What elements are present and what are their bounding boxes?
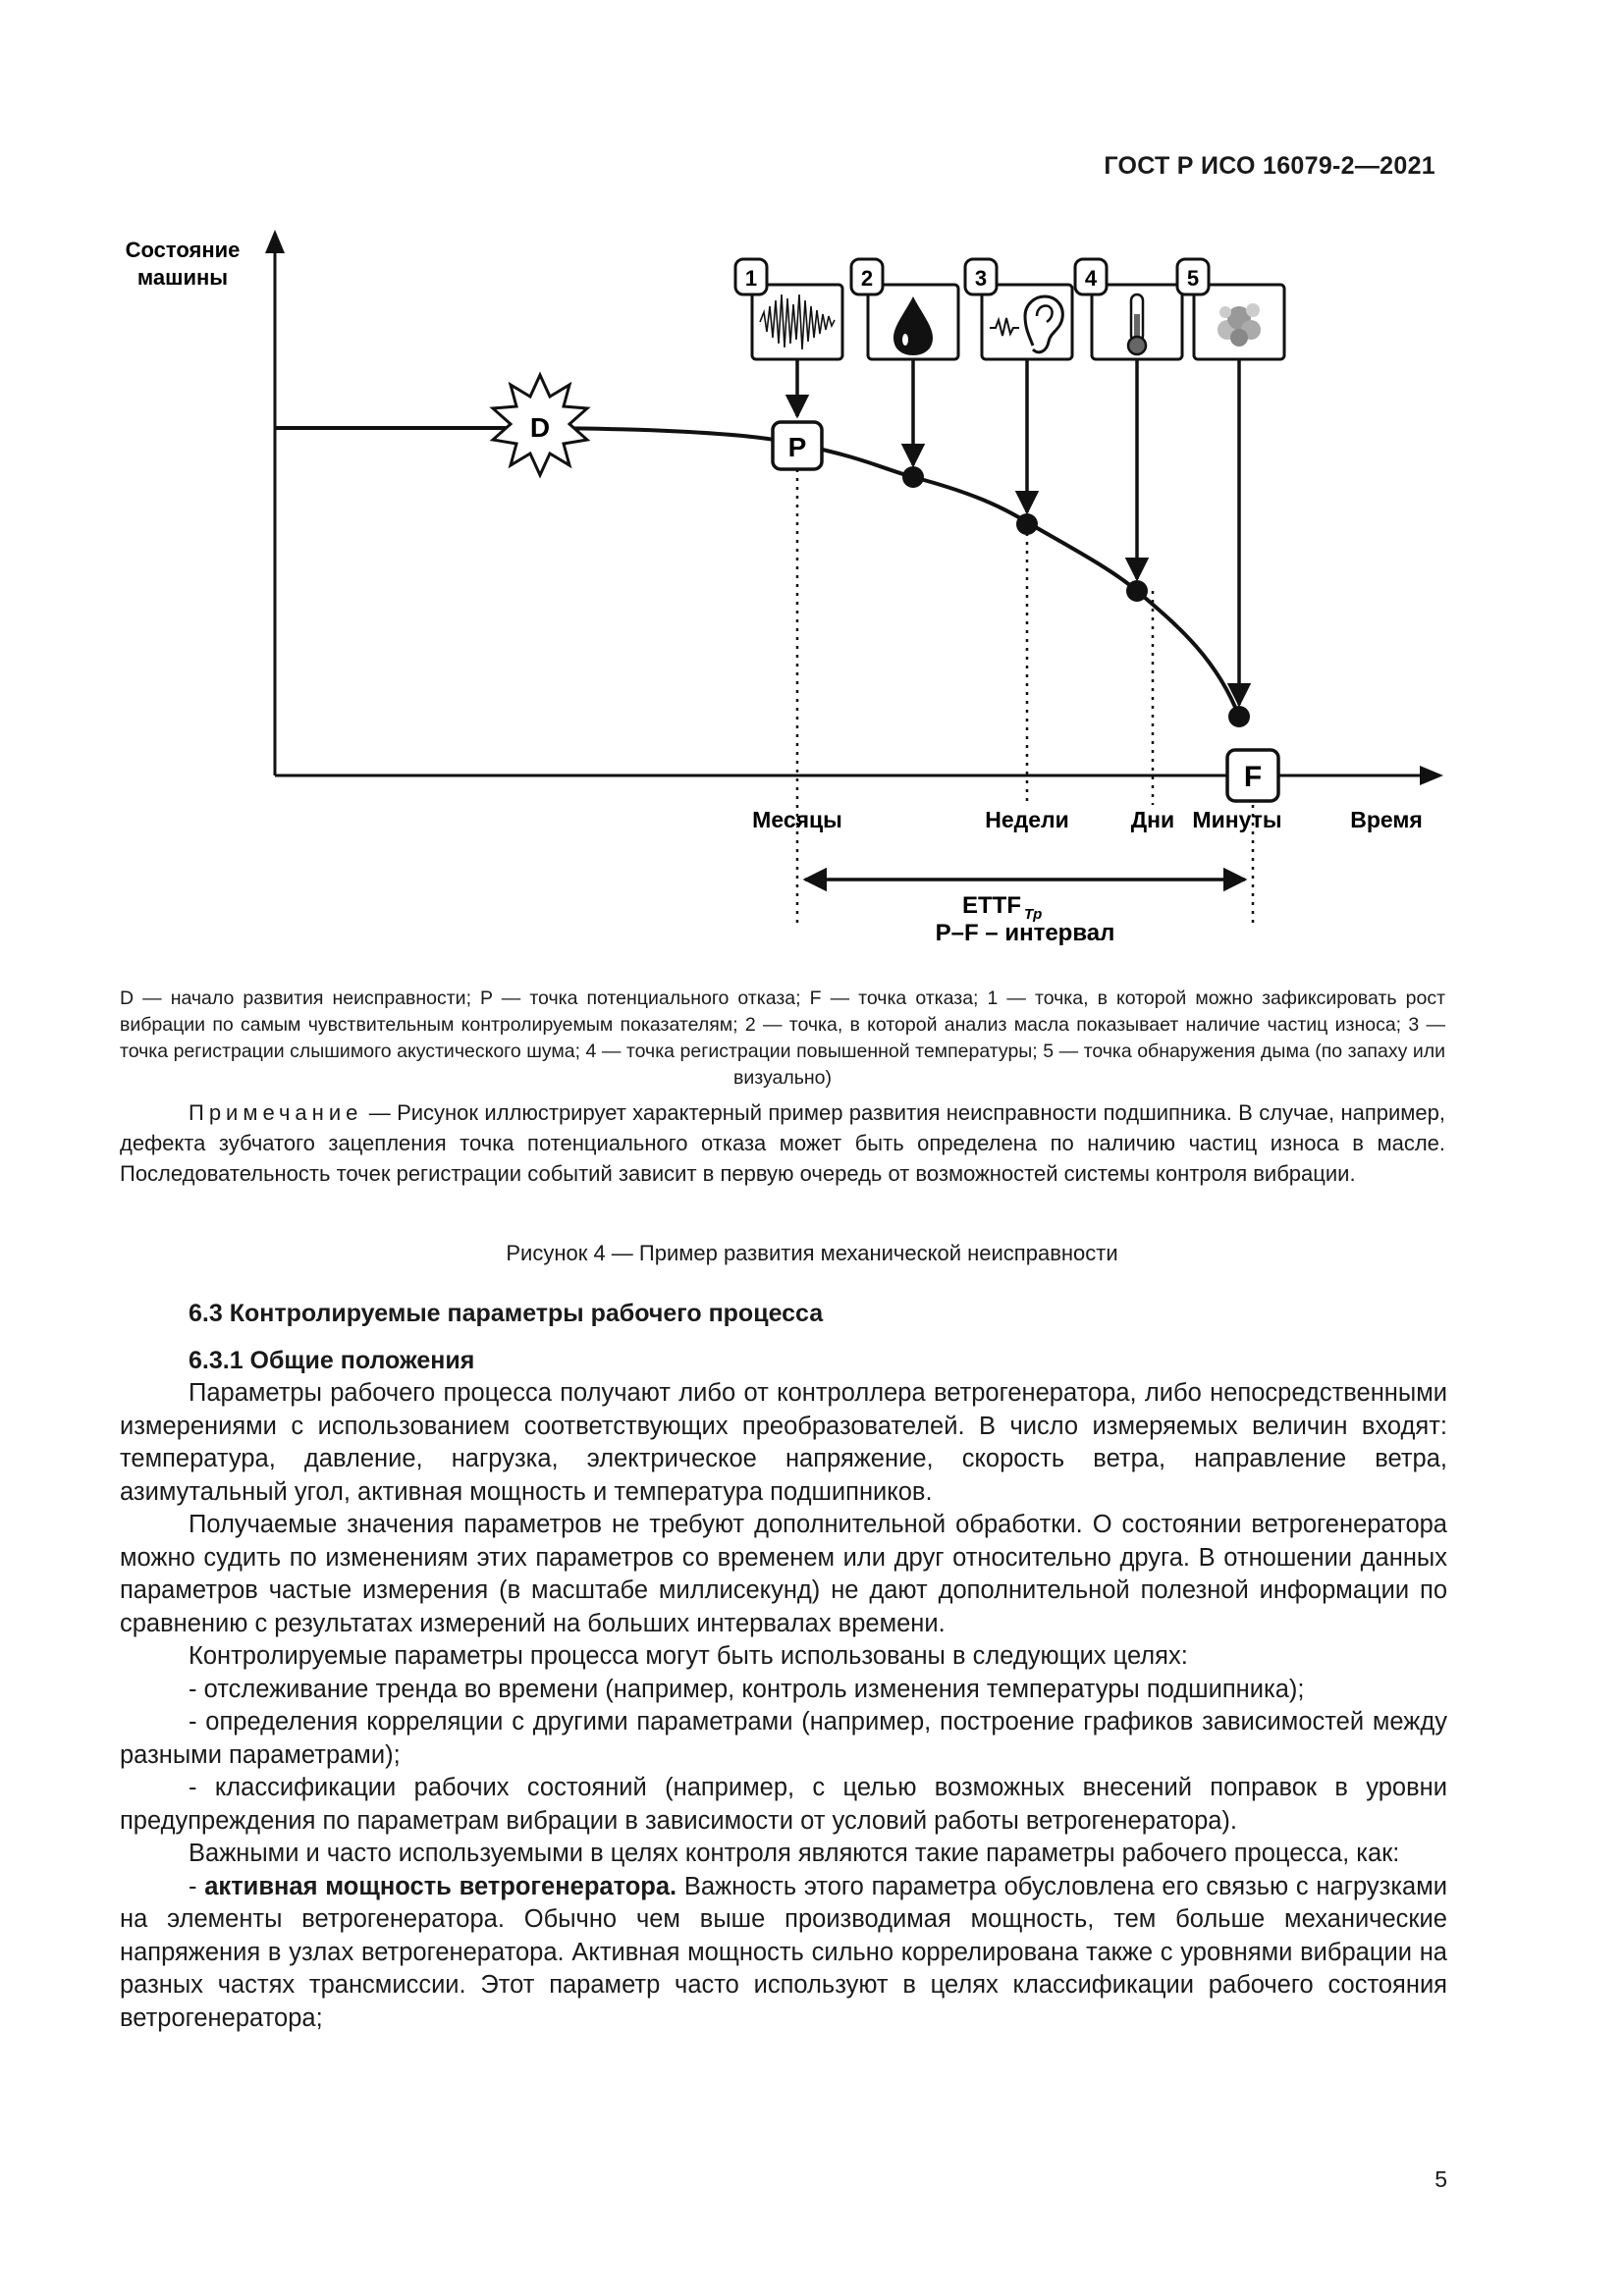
x-axis-label: Время <box>1350 807 1423 832</box>
figure-note <box>120 1097 1445 1189</box>
paragraph-2: Получаемые значения параметров не требуют дополнительной обработки. О состоянии ветрогенератора можно судить по изменениям этих параметров со временем или друг относительно друга. В отношении данных параметров частые измерения (в масштабе миллисекунд) не дают дополнительной полезной информации по сравнению с результатах измерений на больших интервалах времени. <box>120 1511 1447 1637</box>
detector-point-3 <box>1016 513 1038 535</box>
pf-curve-figure <box>0 0 1624 982</box>
list-item-4-text: Важность этого параметра обусловлена его связью с нагрузками на элементы ветрогенератора. Обычно чем выше производимая мощность, тем больше механические напряжения в узлах ветрогенератора. Активная мощность сильно коррелирована также с уровнями вибрации на разных частях трансмиссии. Этот параметр часто используют в целях классификации рабочего состояния ветрогенератора; <box>120 1872 1448 2032</box>
ettf-subscript: Tp <box>1024 906 1043 923</box>
figure-legend: D — начало развития неисправности; P — точка потенциального отказа; F — точка отказа; 1 — точка, в которой можно зафиксировать рост вибрации по самым чувствительным контролируемым показателям; 2 — точка, в которой анализ масла показывает наличие частиц износа; 3 — точка регистрации слышимого акустического шума; 4 — точка регистрации повышенной температуры; 5 — точка обнаружения дыма (по запаху или визуально) <box>120 988 1445 1089</box>
note-text: — Рисунок иллюстрирует характерный пример развития неисправности подшипника. В случае, например, дефекта зубчатого зацепления точка потенциального отказа может быть определена по наличию частиц износа в масле. Последовательность точек регистрации событий зависит в первую очередь от возможностей системы контроля вибрации. <box>120 1100 1445 1186</box>
tick-days: Дни <box>1130 807 1175 832</box>
paragraph-3: Контролируемые параметры процесса могут быть использованы в следующих целях: <box>189 1642 1188 1670</box>
detector-1 <box>735 259 842 359</box>
detector-point-5 <box>1228 706 1250 727</box>
ettf-label: ETTF <box>962 892 1021 919</box>
detector-2 <box>851 259 958 359</box>
point-f-label: F <box>1243 761 1263 793</box>
detector-3 <box>965 259 1072 359</box>
subsection-heading: 6.3.1 Общие положения <box>189 1346 475 1374</box>
condition-curve <box>275 428 1239 717</box>
tick-minutes: Минуты <box>1192 807 1282 832</box>
potential-failure-marker <box>773 422 822 469</box>
section-heading: 6.3 Контролируемые параметры рабочего процесса <box>189 1300 824 1327</box>
detector-5 <box>1177 259 1284 359</box>
detector-1-number: 1 <box>744 266 758 291</box>
paragraph-4: Важными и часто используемыми в целях контроля являются такие параметры рабочего процесса, как: <box>189 1840 1400 1867</box>
y-axis-label-line2: машины <box>136 265 229 290</box>
functional-failure-marker <box>1227 750 1278 801</box>
thermometer-icon <box>1128 294 1146 354</box>
point-p-label: P <box>787 432 807 462</box>
detector-point-2 <box>902 466 924 488</box>
detector-5-number: 5 <box>1186 266 1200 291</box>
paragraph-1: Параметры рабочего процесса получают либо от контроллера ветрогенератора, либо непосредственными измерениями с использованием соответствующих преобразователей. В число измеряемых величин входят: температура, давление, нагрузка, электрическое напряжение, скорость ветра, направление ветра, азимутальный угол, активная мощность и температура подшипников. <box>120 1379 1447 1506</box>
y-axis-arrowhead <box>265 230 285 253</box>
list-item-3: - классификации рабочих состояний (например, с целью возможных внесений поправок в уровни предупреждения по параметрам вибрации в зависимости от условий работы ветрогенератора). <box>120 1774 1447 1835</box>
page-number: 5 <box>1435 2166 1447 2192</box>
note-label: Примечание <box>189 1100 363 1125</box>
x-axis-arrowhead <box>1420 766 1443 785</box>
failure-start-marker <box>493 375 587 475</box>
detector-3-number: 3 <box>974 266 988 291</box>
detector-4-number: 4 <box>1084 266 1098 291</box>
tick-months: Месяцы <box>752 807 842 832</box>
document-header: ГОСТ Р ИСО 16079-2—2021 <box>1104 152 1435 180</box>
detector-2-number: 2 <box>860 266 874 291</box>
y-axis-label-line1: Состояние <box>125 238 241 262</box>
list-item-4 <box>120 1871 1447 2036</box>
tick-weeks: Недели <box>985 807 1069 832</box>
list-item-4-prefix: - <box>189 1872 205 1900</box>
section-body <box>120 1298 1447 2035</box>
list-item-4-term: активная мощность ветрогенератора. <box>204 1872 677 1900</box>
detector-point-4 <box>1126 580 1148 602</box>
pf-interval-label: P–F – интервал <box>935 920 1115 946</box>
list-item-2: - определения корреляции с другими параметрами (например, построение графиков зависимостей между разными параметрами); <box>120 1708 1447 1769</box>
list-item-1: - отслеживание тренда во времени (например, контроль изменения температуры подшипника); <box>189 1675 1305 1703</box>
figure-caption: Рисунок 4 — Пример развития механической неисправности <box>506 1241 1118 1265</box>
point-d-label: D <box>529 412 551 443</box>
detector-4 <box>1075 259 1182 359</box>
